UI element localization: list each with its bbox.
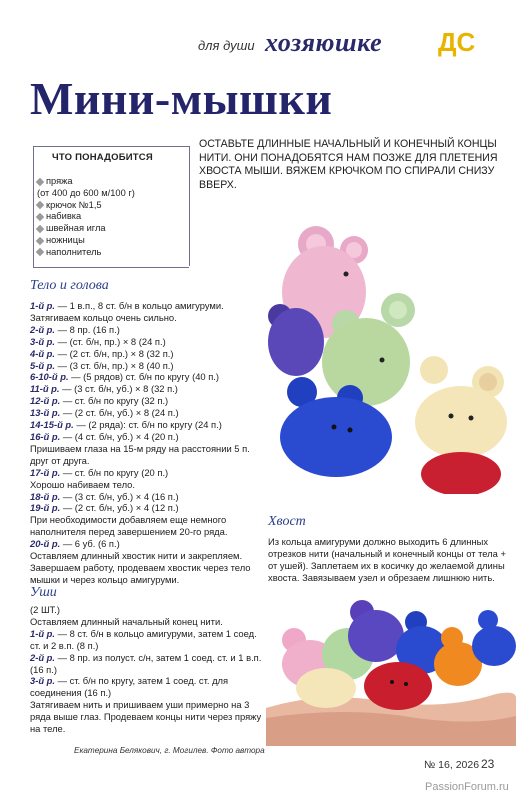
page-number: 23 — [481, 757, 495, 771]
magazine-name: хозяюшке — [265, 28, 383, 57]
materials-item: набивка — [37, 211, 135, 223]
bullet-icon — [36, 201, 44, 209]
materials-box-edge — [189, 146, 190, 266]
body-heading: Тело и голова — [30, 278, 109, 293]
site-watermark: PassionForum.ru — [425, 781, 509, 793]
step-row: 1-й р. — 8 ст. б/н в кольцо амигуруми, затем 1 соед. ст. и 2 в.п. (8 п.) — [30, 627, 257, 651]
step-note: Оставляем длинный хвостик нити и закрепляем. Завершаем работу, продеваем хвостик через тело мышки и через кольцо амигуруми. — [30, 550, 251, 585]
materials-item: пряжа — [37, 176, 135, 188]
mice-photo-hand — [266, 598, 516, 746]
step-row: 3-й р. — (ст. б/н, пр.) × 8 (24 п.) — [30, 335, 166, 347]
materials-item: швейная игла — [37, 223, 135, 235]
step-row: 2-й р. — 8 пр. из полуст. с/н, затем 1 соед. ст. и 1 в.п. (16 п.) — [30, 651, 262, 675]
bullet-icon — [36, 248, 44, 256]
ears-heading: Уши — [30, 585, 57, 600]
bullet-icon — [36, 224, 44, 232]
ears-count: (2 ШТ.) — [30, 604, 60, 615]
step-row: 13-й р. — (2 ст. б/н, уб.) × 8 (24 п.) — [30, 407, 179, 419]
step-row: 2-й р. — 8 пр. (16 п.) — [30, 323, 120, 335]
step-note: Пришиваем глаза на 15-м ряду на расстоянии 5 п. друг от друга. — [30, 442, 250, 466]
step-row: 3-й р. — ст. б/н по кругу, затем 1 соед. ст. для соединения (16 п.) — [30, 675, 229, 699]
section-label: для души — [198, 38, 255, 53]
page-title: Мини-мышки — [30, 73, 333, 124]
materials-item: (от 400 до 600 м/100 г) — [37, 187, 135, 198]
step-note: При необходимости добавляем еще немного наполнителя перед завершением 20-го ряда. — [30, 514, 228, 538]
step-row: 17-й р. — ст. б/н по кругу (20 п.) — [30, 466, 169, 478]
step-row: Затягиваем кольцо очень сильно. — [30, 311, 177, 323]
materials-item: ножницы — [37, 235, 135, 247]
step-row: 19-й р. — (2 ст. б/н, уб.) × 4 (12 п.) — [30, 502, 179, 514]
step-row: 11-й р. — (3 ст. б/н, уб.) × 8 (32 п.) — [30, 383, 178, 395]
bullet-icon — [36, 236, 44, 244]
body-steps — [30, 300, 265, 586]
materials-item: наполнитель — [37, 247, 135, 259]
step-row: Хорошо набиваем тело. — [30, 478, 135, 490]
step-row: 14-15-й р. — (2 ряда): ст. б/н по кругу (24 п.) — [30, 419, 222, 431]
step-row: 20-й р. — 6 уб. (6 п.) — [30, 538, 120, 550]
materials-heading: ЧТО ПОНАДОБИТСЯ — [52, 152, 153, 163]
bullet-icon — [36, 213, 44, 221]
mice-photo-top — [266, 212, 516, 494]
tail-text: Из кольца амигуруми должно выходить 6 длинных отрезков нити (начальный и конечный концы от тела + от ушей). Заплетаем их в косичку до желаемой длины хвоста. Завязываем узел и обрезаем лишнюю нить. — [268, 536, 506, 583]
step-row: 12-й р. — ст. б/н по кругу (32 п.) — [30, 395, 169, 407]
step-row: 18-й р. — (3 ст. б/н, уб.) × 4 (16 п.) — [30, 490, 179, 502]
ears-steps — [30, 604, 265, 735]
step-note: Затягиваем нить и пришиваем уши примерно на 3 ряда выше глаз. Продеваем концы нити через пряжу на теле. — [30, 699, 262, 735]
materials-item: крючок №1,5 — [37, 200, 135, 212]
step-row: 1-й р. — 1 в.п., 8 ст. б/н в кольцо амигуруми. — [30, 300, 224, 311]
step-row: 6-10-й р. — (5 рядов) ст. б/н по кругу (40 п.) — [30, 371, 220, 383]
step-row: 5-й р. — (3 ст. б/н, пр.) × 8 (40 п.) — [30, 359, 174, 371]
materials-list — [37, 176, 135, 259]
step-row: 16-й р. — (4 ст. б/н, уб.) × 4 (20 п.) — [30, 430, 179, 442]
bullet-icon — [36, 177, 44, 185]
intro-text: ОСТАВЬТЕ ДЛИННЫЕ НАЧАЛЬНЫЙ И КОНЕЧНЫЙ КОНЦЫ НИТИ. ОНИ ПОНАДОБЯТСЯ НАМ ПОЗЖЕ ДЛЯ ПЛЕТЕНИЯ ХВОСТА МЫШИ. ВЯЖЕМ КРЮЧКОМ ПО СПИРАЛИ СНИЗУ ВВЕРХ. — [199, 138, 498, 191]
step-row: 4-й р. — (2 ст. б/н, пр.) × 8 (32 п.) — [30, 347, 174, 359]
step-row: Оставляем длинный начальный конец нити. — [30, 615, 223, 627]
brand-logo: ДС — [438, 27, 476, 57]
issue-number: № 16, 2026 — [424, 759, 480, 771]
author-credit: Екатерина Белякович, г. Могилев. Фото автора — [74, 746, 265, 755]
tail-heading: Хвост — [268, 514, 306, 529]
